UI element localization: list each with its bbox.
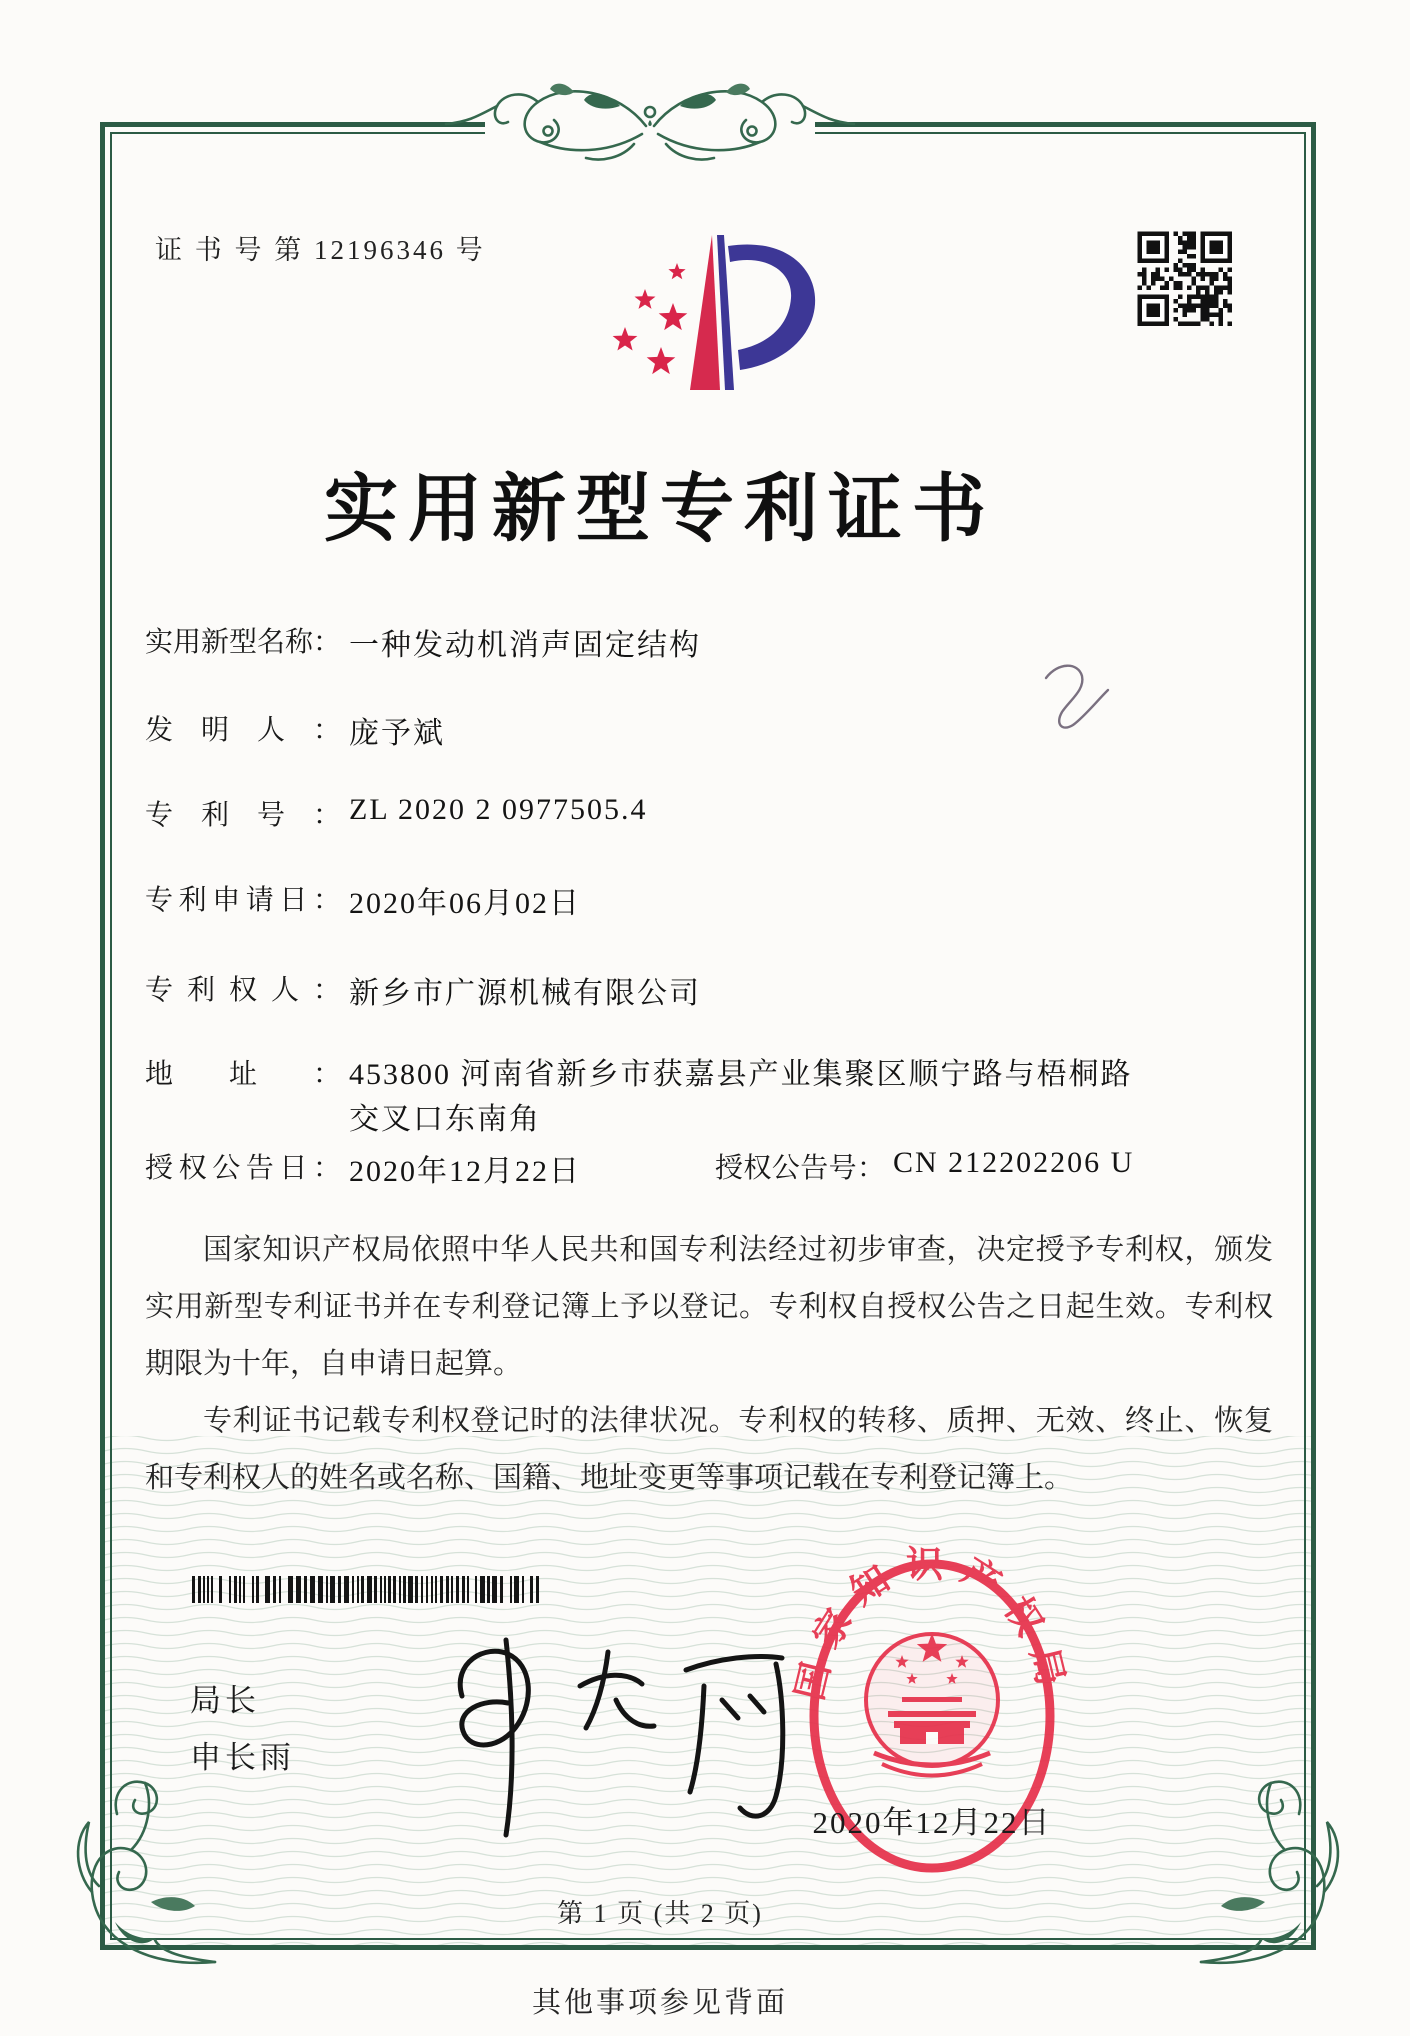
field-patent-no-value: ZL 2020 2 0977505.4: [349, 793, 648, 826]
logo-stars: [613, 263, 688, 374]
field-inventor: [145, 708, 445, 752]
field-name-value: 一种发动机消声固定结构: [349, 629, 701, 662]
corner-flourish-left: [55, 1772, 230, 1972]
pen-mark: [1020, 650, 1130, 750]
body-paragraph-2: 专利证书记载专利权登记时的法律状况。专利权的转移、质押、无效、终止、恢复和专利权人的姓名或名称、国籍、地址变更等事项记载在专利登记簿上。: [145, 1405, 1273, 1494]
logo-red-sail: [690, 235, 720, 390]
certificate-title: 实用新型专利证书: [324, 469, 996, 551]
qr-code: [1136, 230, 1236, 330]
field-inventor-label: 发明人：: [145, 715, 341, 746]
director-title: 局长: [190, 1683, 260, 1718]
field-name: [145, 620, 701, 664]
field-grant-row: [145, 1146, 1275, 1190]
field-patentee-label: 专利权人：: [145, 975, 341, 1006]
director-name: 申长雨: [190, 1740, 295, 1775]
logo-blue-p-bowl: [728, 244, 815, 370]
field-address-line2: 交叉口东南角: [349, 1103, 541, 1136]
seal-date: 2020年12月22日: [812, 1805, 1052, 1840]
field-filing-date-value: 2020年06月02日: [349, 887, 581, 920]
certificate-number: 证 书 号 第 12196346 号: [155, 235, 486, 265]
field-patent-no: [145, 793, 648, 833]
field-patent-no-label: 专利号：: [145, 800, 341, 831]
barcode: [192, 1576, 548, 1603]
back-note: 其他事项参见背面: [531, 1987, 788, 2019]
corner-flourish-right: [1186, 1772, 1361, 1972]
body-text: [145, 1222, 1273, 1507]
field-address-label: 地址：: [145, 1059, 341, 1090]
field-grant-no-label: 授权公告号：: [715, 1153, 885, 1184]
field-patentee-value: 新乡市广源机械有限公司: [349, 977, 701, 1010]
director-signature: [400, 1600, 820, 1850]
field-grant-date-value: 2020年12月22日: [349, 1155, 581, 1188]
seal-agency-text: 国家知识产权局: [790, 1545, 1075, 1705]
director-block: [190, 1672, 295, 1786]
field-grant-date-label: 授权公告日：: [145, 1153, 341, 1184]
field-filing-date: [145, 878, 581, 922]
field-grant-no-value: CN 212202206 U: [893, 1146, 1135, 1179]
field-filing-date-label: 专利申请日：: [145, 885, 341, 916]
field-patentee: [145, 968, 701, 1012]
field-grant-no: [715, 1146, 1134, 1186]
cnipa-logo-icon: [560, 222, 860, 392]
field-address-line1: 453800 河南省新乡市获嘉县产业集聚区顺宁路与梧桐路: [349, 1058, 1133, 1091]
top-ornament: [430, 62, 870, 182]
field-address: [145, 1052, 1133, 1142]
field-inventor-value: 庞予斌: [349, 717, 445, 750]
field-address-value: [349, 1052, 1133, 1142]
body-paragraph-1: 国家知识产权局依照中华人民共和国专利法经过初步审查，决定授予专利权，颁发实用新型专利证书并在专利登记簿上予以登记。专利权自授权公告之日起生效。专利权期限为十年，自申请日起算。: [145, 1234, 1273, 1380]
page-number: 第 1 页 (共 2 页): [557, 1899, 763, 1928]
official-seal: [790, 1545, 1080, 1895]
field-name-label: 实用新型名称：: [145, 627, 342, 658]
national-emblem-icon: [866, 1633, 998, 1776]
